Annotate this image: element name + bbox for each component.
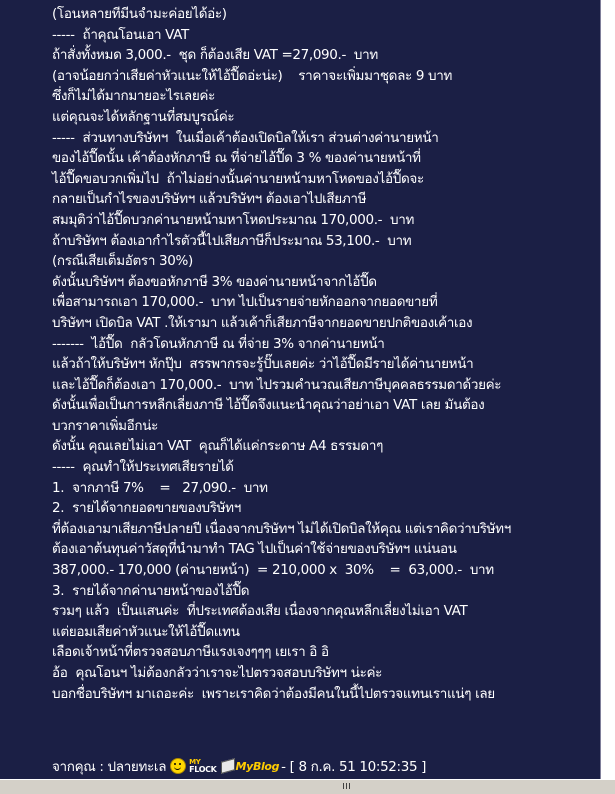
post-line: ถ้าบริษัทฯ ต้องเอากำไรตัวนี้ไปเสียภาษีก็ประมาณ 53,100.- บาท bbox=[52, 232, 412, 249]
post-timestamp: - [ 8 ก.ค. 51 10:52:35 ] bbox=[281, 759, 427, 775]
post-line: รวมๆ แล้ว เป็นแสนค่ะ ที่ประเทศต้องเสีย เนื่องจากคุณหลีกเลี่ยงไม่เอา VAT bbox=[52, 603, 468, 620]
post-line: สมมุติว่าไอ้ปื๊ดบวกค่านายหน้ามหาโหดประมาณ 170,000.- บาท bbox=[52, 211, 415, 228]
post-line: และไอ้ปื๊ดก็ต้องเอา 170,000.- บาท ไปรวมคำนวณเสียภาษีบุคคลธรรมดาด้วยค่ะ bbox=[52, 376, 502, 393]
smiley-icon bbox=[170, 758, 186, 774]
myflock-top-label: MY bbox=[189, 758, 201, 766]
myflock-bottom-label: FLOCK bbox=[189, 765, 217, 774]
post-line: บอกชื่อบริษัทฯ มาเถอะค่ะ เพราะเราคิดว่าต้องมีคนในนี้ไปตรวจแทนเราแน่ๆ เลย bbox=[52, 685, 495, 702]
post-line: 1. จากภาษี 7% = 27,090.- บาท bbox=[52, 479, 268, 496]
post-line: (อาจน้อยกว่าเสียค่าหัวแนะให้ไอ้ปื๊ดอ่ะน่ะ) ราคาจะเพิ่มมาชุดละ 9 บาท bbox=[52, 67, 453, 84]
author-label: จากคุณ : ปลายทะเล bbox=[52, 759, 167, 775]
post-line: (โอนหลายทีมีนจำมะค่อยได้อ่ะ) bbox=[52, 6, 227, 22]
post-line bbox=[52, 704, 598, 725]
post-line: (กรณีเสียเต็มอัตรา 30%) bbox=[52, 253, 193, 270]
post-line: ของไอ้ปื๊ดนั้น เค้าต้องหักภาษี ณ ที่จ่ายไอ้ปื๊ด 3 % ของค่านายหน้าที่ bbox=[52, 150, 421, 167]
reply-body bbox=[52, 4, 598, 725]
post-line: ที่ต้องเอามาเสียภาษีปลายปี เนื่องจากบริษัทฯ ไม่ได้เปิดบิลให้คุณ แต่เราคิดว่าบริษัทฯ bbox=[52, 520, 511, 537]
post-line: อ้อ คุณโอนฯ ไม่ต้องกลัวว่าเราจะไปตรวจสอบบริษัทฯ น่ะค่ะ bbox=[52, 665, 383, 681]
horizontal-scrollbar[interactable] bbox=[0, 779, 615, 794]
post-line: บวกราคาเพิ่มอีกน่ะ bbox=[52, 417, 159, 434]
post-line: ----- คุณทำให้ประเทศเสียรายได้ bbox=[52, 459, 234, 476]
post-line: เลือดเจ้าหน้าที่ตรวจสอบภาษีแรงเจงๆๆๆ เยเรา อิ อิ bbox=[52, 644, 329, 661]
post-line: ----- ส่วนทางบริษัทฯ ในเมื่อเค้าต้องเปิดบิลให้เรา ส่วนต่างค่านายหน้า bbox=[52, 129, 439, 146]
myblog-link[interactable] bbox=[221, 760, 280, 773]
post-line: ดังนั้น คุณเลยไม่เอา VAT คุณก็ได้แค่กระดาษ A4 ธรรมดาๆ bbox=[52, 438, 383, 455]
reply-signature bbox=[52, 755, 426, 777]
post-line: บริษัทฯ เปิดบิล VAT .ให้เรามา แล้วเค้าก็เสียภาษีจากยอดขายปกติของเค้าเอง bbox=[52, 314, 473, 331]
post-line: ----- ถ้าคุณโอนเอา VAT bbox=[52, 26, 189, 43]
post-line: แต่ยอมเสียค่าหัวแนะให้ไอ้ปื๊ดแทน bbox=[52, 623, 240, 640]
post-line: ไอ้ปื๊ดขอบวกเพิ่มไป ถ้าไม่อย่างนั้นค่านายหน้ามหาโหดของไอ้ปื๊ดจะ bbox=[52, 170, 424, 187]
post-line: ดังนั้นเพื่อเป็นการหลีกเลี่ยงภาษี ไอ้ปื๊ดจึงแนะนำคุณว่าอย่าเอา VAT เลย มันต้อง bbox=[52, 397, 485, 414]
post-line: 2. รายได้จากยอดขายของบริษัทฯ bbox=[52, 500, 241, 517]
post-line: ------- ไอ้ปื๊ด กลัวโดนหักภาษี ณ ที่จ่าย 3% จากค่านายหน้า bbox=[52, 335, 385, 352]
book-icon bbox=[221, 758, 235, 774]
post-line: แล้วถ้าให้บริษัทฯ หักปุ๊บ สรรพากรจะรู้ปั๊บเลยค่ะ ว่าไอ้ปื๊ดมีรายได้ค่านายหน้า bbox=[52, 356, 474, 373]
post-line: เพื่อสามารถเอา 170,000.- บาท ไปเป็นรายจ่ายหักออกจากยอดขายที่ bbox=[52, 294, 438, 311]
scrollbar-grip-icon[interactable] bbox=[343, 783, 353, 789]
post-line: ซึ่งก็ไม่ได้มากมายอะไรเลยค่ะ bbox=[52, 88, 215, 105]
myblog-label: MyBlog bbox=[235, 759, 280, 773]
post-line: กลายเป็นกำไรของบริษัทฯ แล้วบริษัทฯ ต้องเอาไปเสียภาษี bbox=[52, 191, 367, 208]
myflock-link[interactable] bbox=[189, 758, 216, 774]
post-line: ถ้าสั่งทั้งหมด 3,000.- ชุด ก็ต้องเสีย VAT =27,090.- บาท bbox=[52, 47, 378, 64]
right-gutter bbox=[601, 0, 615, 779]
post-line: 387,000.- 170,000 (ค่านายหน้า) = 210,000 x 30% = 63,000.- บาท bbox=[52, 562, 494, 579]
post-line: ต้องเอาต้นทุนค่าวัสดุที่นำมาทำ TAG ไปเป็นค่าใช้จ่ายของบริษัทฯ แน่นอน bbox=[52, 541, 457, 558]
post-line: 3. รายได้จากค่านายหน้าของไอ้ปื๊ด bbox=[52, 582, 250, 599]
post-line: แต่คุณจะได้หลักฐานที่สมบูรณ์ค่ะ bbox=[52, 108, 235, 125]
post-line: ดังนั้นบริษัทฯ ต้องขอหักภาษี 3% ของค่านายหน้าจากไอ้ปื๊ด bbox=[52, 273, 377, 290]
